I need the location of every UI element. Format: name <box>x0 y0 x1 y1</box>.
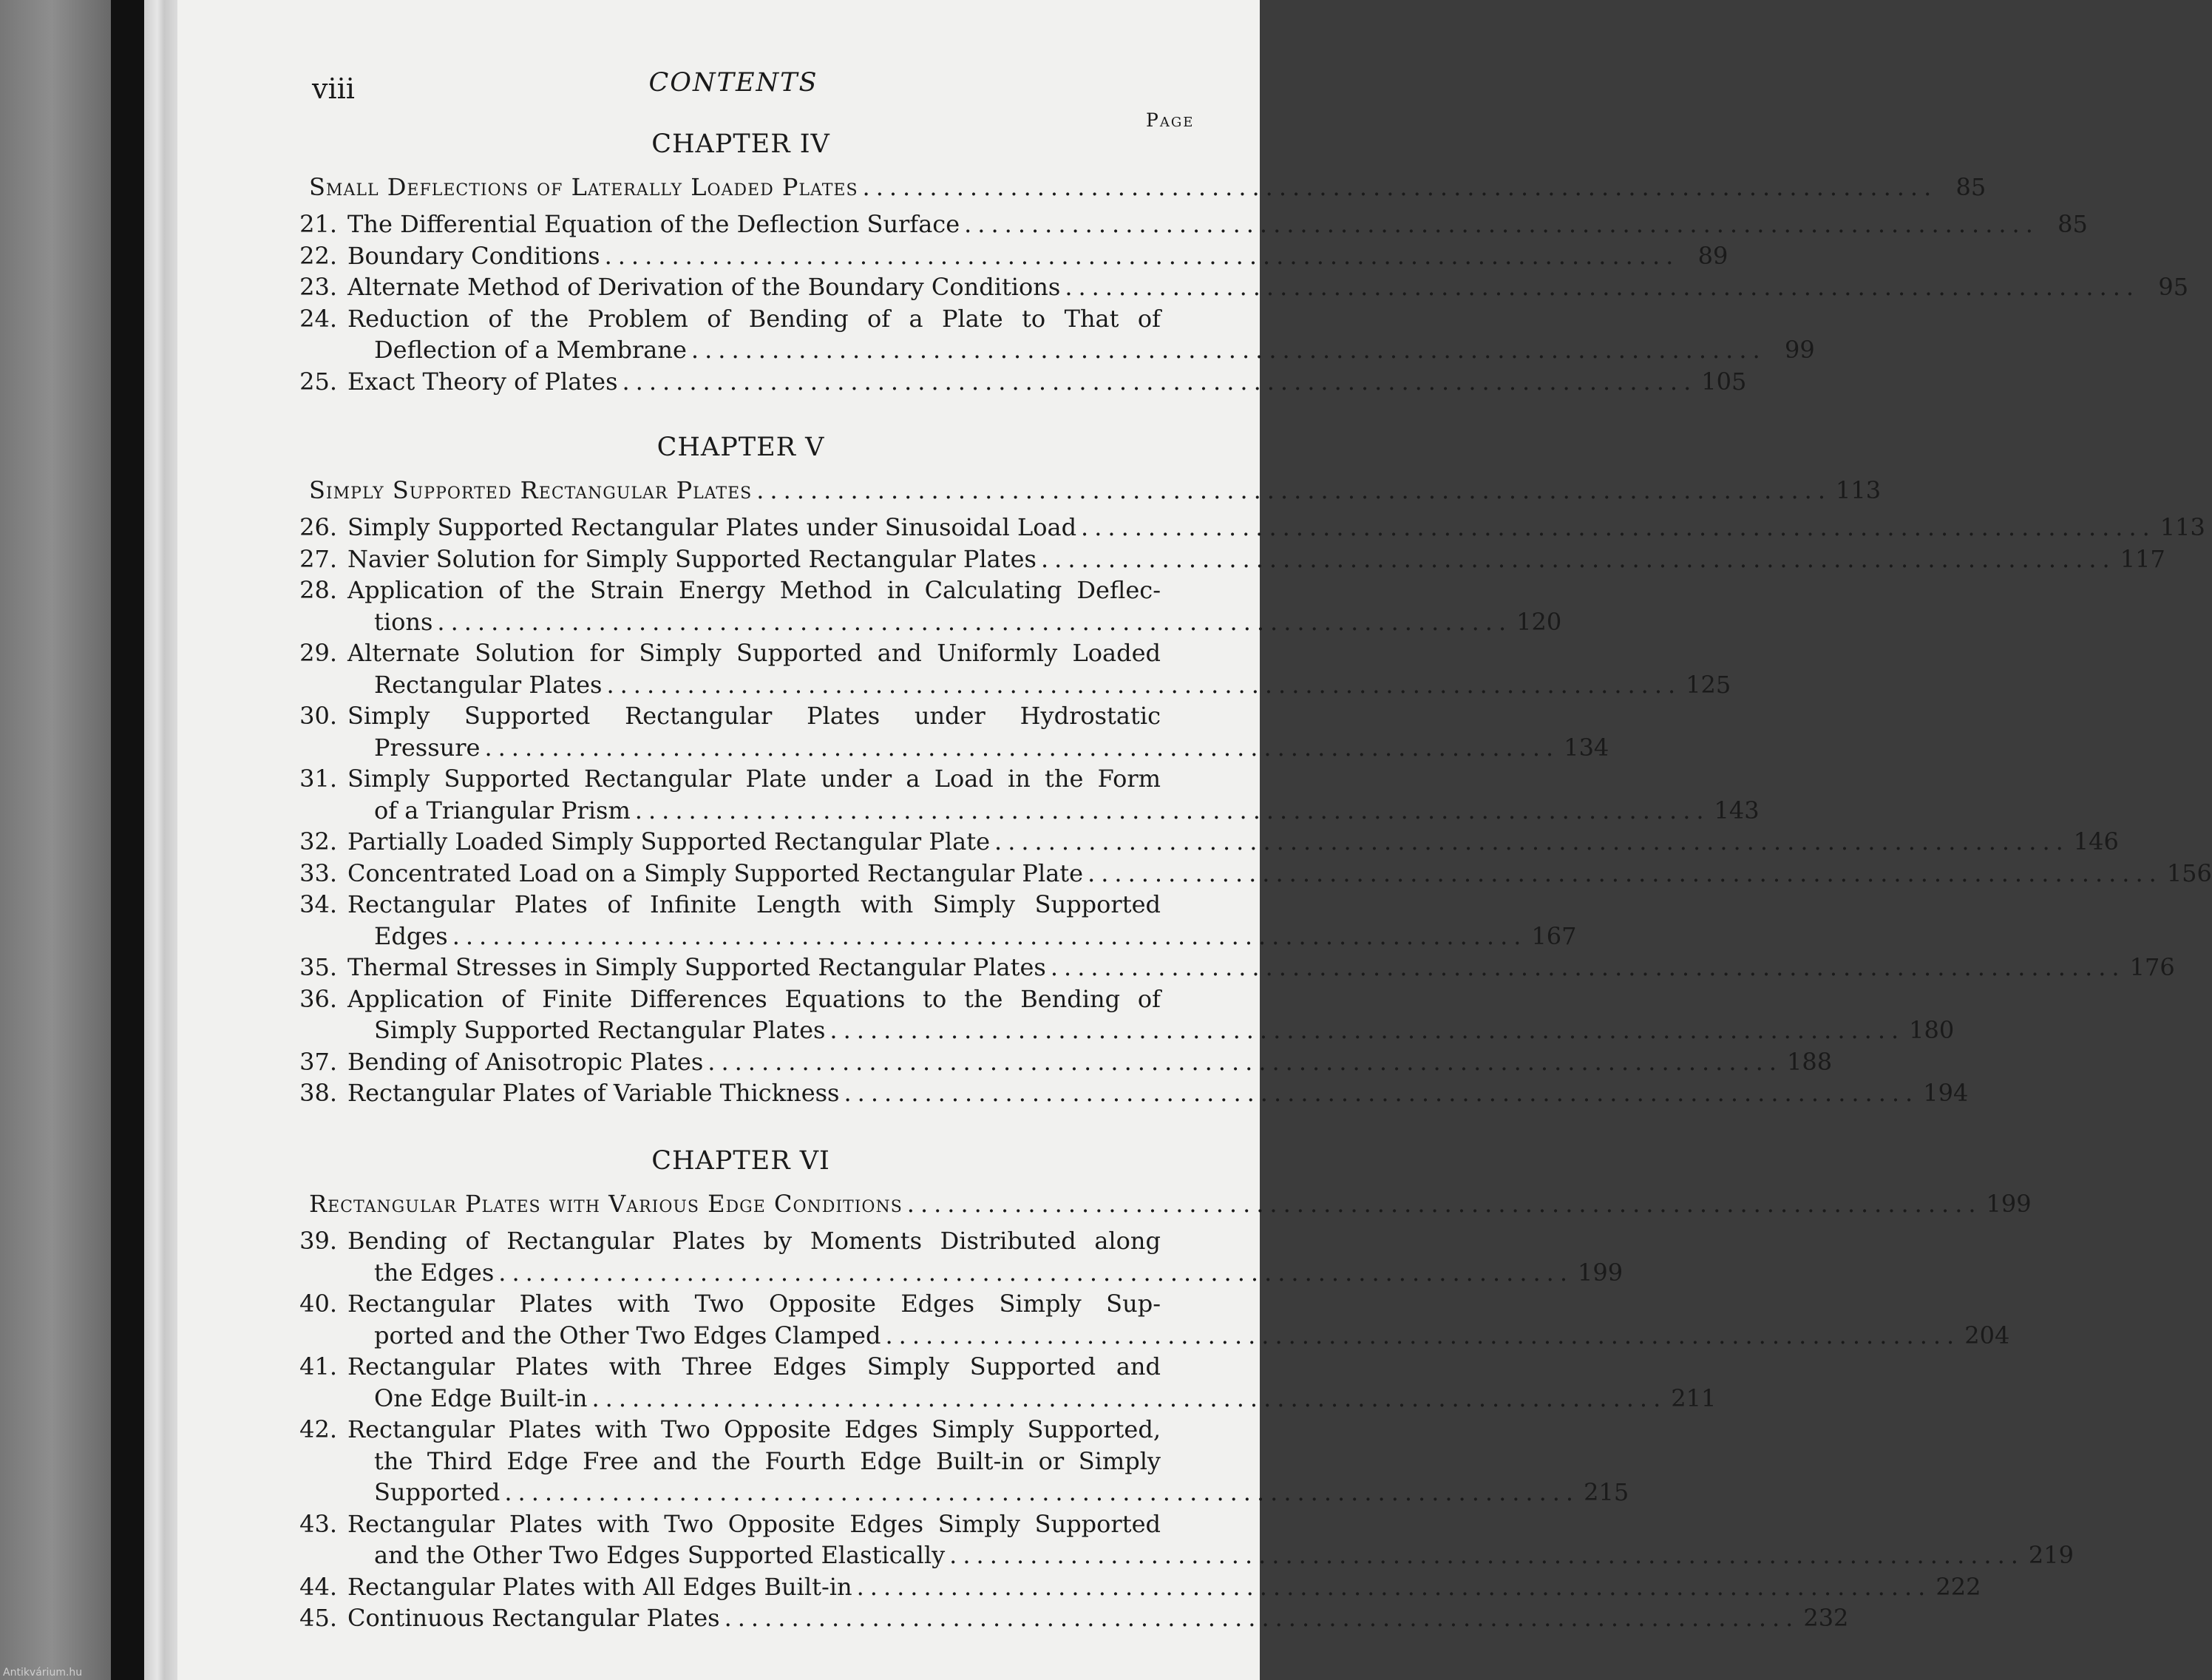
section-page: 219 <box>2028 1541 2074 1569</box>
toc-entry-line <box>293 607 1562 637</box>
toc-entry-line <box>293 1540 2074 1570</box>
chapter-heading: CHAPTER VI <box>651 1146 830 1176</box>
section-page: 167 <box>1531 921 1577 950</box>
section-page: 204 <box>1964 1321 2010 1349</box>
section-number: 45. <box>299 1604 337 1632</box>
section-page: 99 <box>1784 336 1815 364</box>
section-number: 28. <box>299 576 337 604</box>
toc-entry-line <box>293 984 1205 1014</box>
leader-dots: ................................................................................ <box>691 336 1766 364</box>
chapter-title-line <box>309 1189 2032 1219</box>
toc-entry-line <box>293 1015 1955 1045</box>
toc-entry-line <box>293 796 1760 825</box>
chapter-title-line <box>309 475 1882 505</box>
leader-dots: ................................................................................ <box>724 1604 1799 1632</box>
section-title: Alternate Method of Derivation of the Boundary Conditions <box>347 273 1061 301</box>
section-title: Supported <box>374 1478 501 1506</box>
section-page: 215 <box>1584 1478 1629 1506</box>
section-page: 125 <box>1686 670 1731 699</box>
leader-dots: ................................................................................ <box>604 241 1680 270</box>
section-page: 113 <box>2160 513 2205 541</box>
section-title: Navier Solution for Simply Supported Rectangular Plates <box>347 544 1037 573</box>
toc-entry-line <box>293 575 1205 605</box>
section-page: 134 <box>1564 733 1609 762</box>
section-title: The Differential Equation of the Deflection Surface <box>347 210 960 238</box>
section-title: Deflection of a Membrane <box>374 336 687 364</box>
toc-entry-line <box>293 733 1609 762</box>
section-title: Rectangular Plates of Infinite Length with Simply Supported <box>347 890 1161 918</box>
section-number: 25. <box>299 367 337 396</box>
toc-entry-line <box>293 890 1205 919</box>
leader-dots: ................................................................................ <box>484 733 1560 762</box>
leader-dots: ................................................................................ <box>498 1258 1574 1287</box>
section-number: 27. <box>299 544 337 573</box>
leader-dots: ................................................................................ <box>634 796 1710 824</box>
chapter-page: 113 <box>1836 476 1882 504</box>
section-title: Continuous Rectangular Plates <box>347 1604 720 1632</box>
section-page: 120 <box>1516 607 1562 636</box>
leader-dots: ................................................................................ <box>885 1321 1961 1349</box>
section-number: 30. <box>299 702 337 730</box>
toc-entry-line <box>293 304 1205 333</box>
section-number: 42. <box>299 1415 337 1443</box>
section-title: Partially Loaded Simply Supported Rectangular Plate <box>347 827 991 856</box>
chapter-title-line <box>309 172 1987 202</box>
toc-entry-line <box>293 367 1747 396</box>
section-title: Rectangular Plates with Two Opposite Edges Simply Sup- <box>347 1290 1161 1318</box>
chapter-page: 199 <box>1986 1190 2032 1218</box>
section-page: 105 <box>1701 367 1747 396</box>
page-folio: viii <box>312 72 355 105</box>
toc-entry-line <box>293 764 1205 793</box>
toc-entry-line <box>293 209 2088 239</box>
section-title: Simply Supported Rectangular Plates under Sinusoidal Load <box>347 513 1077 541</box>
section-title: tions <box>374 607 433 636</box>
section-number: 32. <box>299 827 337 856</box>
leader-dots: ................................................................................ <box>994 827 2069 856</box>
section-title: Simply Supported Rectangular Plates <box>374 1016 826 1044</box>
leader-dots: ................................................................................ <box>856 1572 1932 1601</box>
toc-entry-line <box>293 1415 1205 1444</box>
section-title: Exact Theory of Plates <box>347 367 618 396</box>
toc-entry-line <box>293 1603 1849 1633</box>
section-number: 23. <box>299 273 337 301</box>
section-page: 180 <box>1909 1016 1955 1044</box>
toc-entry-line <box>293 1258 1624 1287</box>
section-number: 38. <box>299 1079 337 1107</box>
leader-dots: ................................................................................ <box>830 1016 1905 1044</box>
chapter-title: Simply Supported Rectangular Plates <box>309 476 753 504</box>
section-page: 211 <box>1671 1383 1717 1412</box>
leader-dots: ................................................................................ <box>622 367 1697 396</box>
section-title: Boundary Conditions <box>347 241 600 270</box>
section-page: 232 <box>1803 1604 1849 1632</box>
toc-entry-line <box>293 1509 1205 1539</box>
section-title: Application of Finite Differences Equations to the Bending of <box>347 984 1161 1013</box>
toc-entry-line <box>293 952 2175 982</box>
section-page: 199 <box>1578 1258 1624 1287</box>
section-title: the Edges <box>374 1258 495 1287</box>
leader-dots: ................................................................................ <box>437 607 1513 636</box>
section-page: 89 <box>1697 241 1728 270</box>
toc-entry-line <box>293 544 2165 574</box>
section-page: 222 <box>1936 1572 1981 1601</box>
leader-dots: ................................................................................ <box>591 1383 1667 1412</box>
section-number: 29. <box>299 639 337 667</box>
section-number: 36. <box>299 984 337 1013</box>
section-title: Rectangular Plates with Two Opposite Edges Simply Supported <box>347 1509 1161 1538</box>
leader-dots: ................................................................................ <box>964 210 2039 238</box>
leader-dots: ................................................................................ <box>949 1541 2024 1569</box>
section-page: 117 <box>2120 544 2165 573</box>
chapter-title: Rectangular Plates with Various Edge Conditions <box>309 1190 903 1218</box>
section-title: Pressure <box>374 733 481 762</box>
section-number: 35. <box>299 953 337 981</box>
leader-dots: ................................................................................ <box>452 921 1527 950</box>
toc-entry-line <box>293 921 1577 951</box>
section-page: 188 <box>1787 1047 1833 1076</box>
running-head: CONTENTS <box>648 68 818 98</box>
toc-entry-line <box>293 1446 1205 1476</box>
section-page: 143 <box>1714 796 1760 824</box>
section-title: Rectangular Plates with Three Edges Simply Supported and <box>347 1352 1161 1381</box>
toc-entry-line <box>293 827 2119 856</box>
chapter-heading: CHAPTER V <box>657 433 825 462</box>
leader-dots: ................................................................................ <box>1081 513 2156 541</box>
section-number: 26. <box>299 513 337 541</box>
page-edges <box>144 0 177 1680</box>
toc-entry-line <box>293 1321 2010 1350</box>
toc-entry-line <box>293 1477 1629 1507</box>
section-number: 44. <box>299 1572 337 1601</box>
book-page <box>177 0 2212 1680</box>
section-title: Simply Supported Rectangular Plates under Hydrostatic <box>347 702 1161 730</box>
leader-dots: ................................................................................ <box>862 173 1938 201</box>
section-title: Alternate Solution for Simply Supported and Uniformly Loaded <box>347 639 1161 667</box>
section-page: 95 <box>2158 273 2189 301</box>
section-title: Reduction of the Problem of Bending of a Plate to That of <box>347 304 1161 333</box>
leader-dots: ................................................................................ <box>1088 858 2162 887</box>
section-number: 37. <box>299 1047 337 1076</box>
toc-entry-line <box>293 241 1728 271</box>
toc-entry-line <box>293 1226 1205 1256</box>
section-number: 41. <box>299 1352 337 1381</box>
leader-dots: ................................................................................ <box>1040 544 2116 573</box>
toc-entry-line <box>293 858 2212 888</box>
section-title: Bending of Rectangular Plates by Moments Distributed along <box>347 1227 1161 1255</box>
section-page: 146 <box>2073 827 2119 856</box>
section-number: 40. <box>299 1290 337 1318</box>
section-page: 194 <box>1923 1079 1969 1107</box>
section-page: 176 <box>2129 953 2175 981</box>
leader-dots: ................................................................................ <box>844 1079 1919 1107</box>
toc-entry-line <box>293 512 2205 542</box>
section-title: of a Triangular Prism <box>374 796 631 824</box>
section-number: 39. <box>299 1227 337 1255</box>
chapter-title: Small Deflections of Laterally Loaded Plates <box>309 173 858 201</box>
book-binding <box>111 0 144 1680</box>
toc-entry-line <box>293 272 2189 302</box>
section-title: ported and the Other Two Edges Clamped <box>374 1321 881 1349</box>
section-title: One Edge Built-in <box>374 1383 588 1412</box>
chapter-page: 85 <box>1955 173 1987 201</box>
section-number: 43. <box>299 1509 337 1538</box>
section-title: Simply Supported Rectangular Plate under a Load in the Form <box>347 765 1161 793</box>
leader-dots: ................................................................................ <box>1050 953 2126 981</box>
toc-entry-line <box>293 670 1731 700</box>
chapter-heading: CHAPTER IV <box>651 129 830 159</box>
section-number: 31. <box>299 765 337 793</box>
toc-entry-line <box>293 701 1205 731</box>
toc-entry-line <box>293 1352 1205 1381</box>
leader-dots: ................................................................................ <box>606 670 1682 699</box>
section-title: Concentrated Load on a Simply Supported Rectangular Plate <box>347 858 1084 887</box>
page-column-label: Page <box>1146 109 1195 131</box>
leader-dots: ................................................................................ <box>708 1047 1783 1076</box>
section-title: Bending of Anisotropic Plates <box>347 1047 704 1076</box>
leader-dots: ................................................................................ <box>1065 273 2140 301</box>
toc-entry-line <box>293 1289 1205 1318</box>
leader-dots: ................................................................................ <box>504 1478 1580 1506</box>
section-number: 24. <box>299 304 337 333</box>
section-title: Edges <box>374 921 448 950</box>
watermark: Antikvárium.hu <box>3 1667 83 1679</box>
section-number: 34. <box>299 890 337 918</box>
section-title: Rectangular Plates with All Edges Built-in <box>347 1572 852 1601</box>
section-title: the Third Edge Free and the Fourth Edge Built-in or Simply <box>374 1446 1161 1475</box>
toc-entry-line <box>293 638 1205 668</box>
section-title: Thermal Stresses in Simply Supported Rectangular Plates <box>347 953 1046 981</box>
toc-entry-line <box>293 335 1815 365</box>
toc-entry-line <box>293 1383 1717 1413</box>
leader-dots: ................................................................................ <box>756 476 1831 504</box>
section-title: Rectangular Plates of Variable Thickness <box>347 1079 840 1107</box>
section-number: 33. <box>299 858 337 887</box>
section-title: Rectangular Plates <box>374 670 603 699</box>
leader-dots: ................................................................................ <box>906 1190 1982 1218</box>
section-title: Application of the Strain Energy Method in Calculating Deflec- <box>347 576 1161 604</box>
section-number: 21. <box>299 210 337 238</box>
section-number: 22. <box>299 241 337 270</box>
section-title: and the Other Two Edges Supported Elastically <box>374 1541 946 1569</box>
toc-entry-line <box>293 1047 1833 1077</box>
section-page: 85 <box>2057 210 2088 238</box>
toc-entry-line <box>293 1572 1981 1602</box>
section-title: Rectangular Plates with Two Opposite Edges Simply Supported, <box>347 1415 1161 1443</box>
section-page: 156 <box>2166 858 2212 887</box>
toc-entry-line <box>293 1078 1969 1108</box>
